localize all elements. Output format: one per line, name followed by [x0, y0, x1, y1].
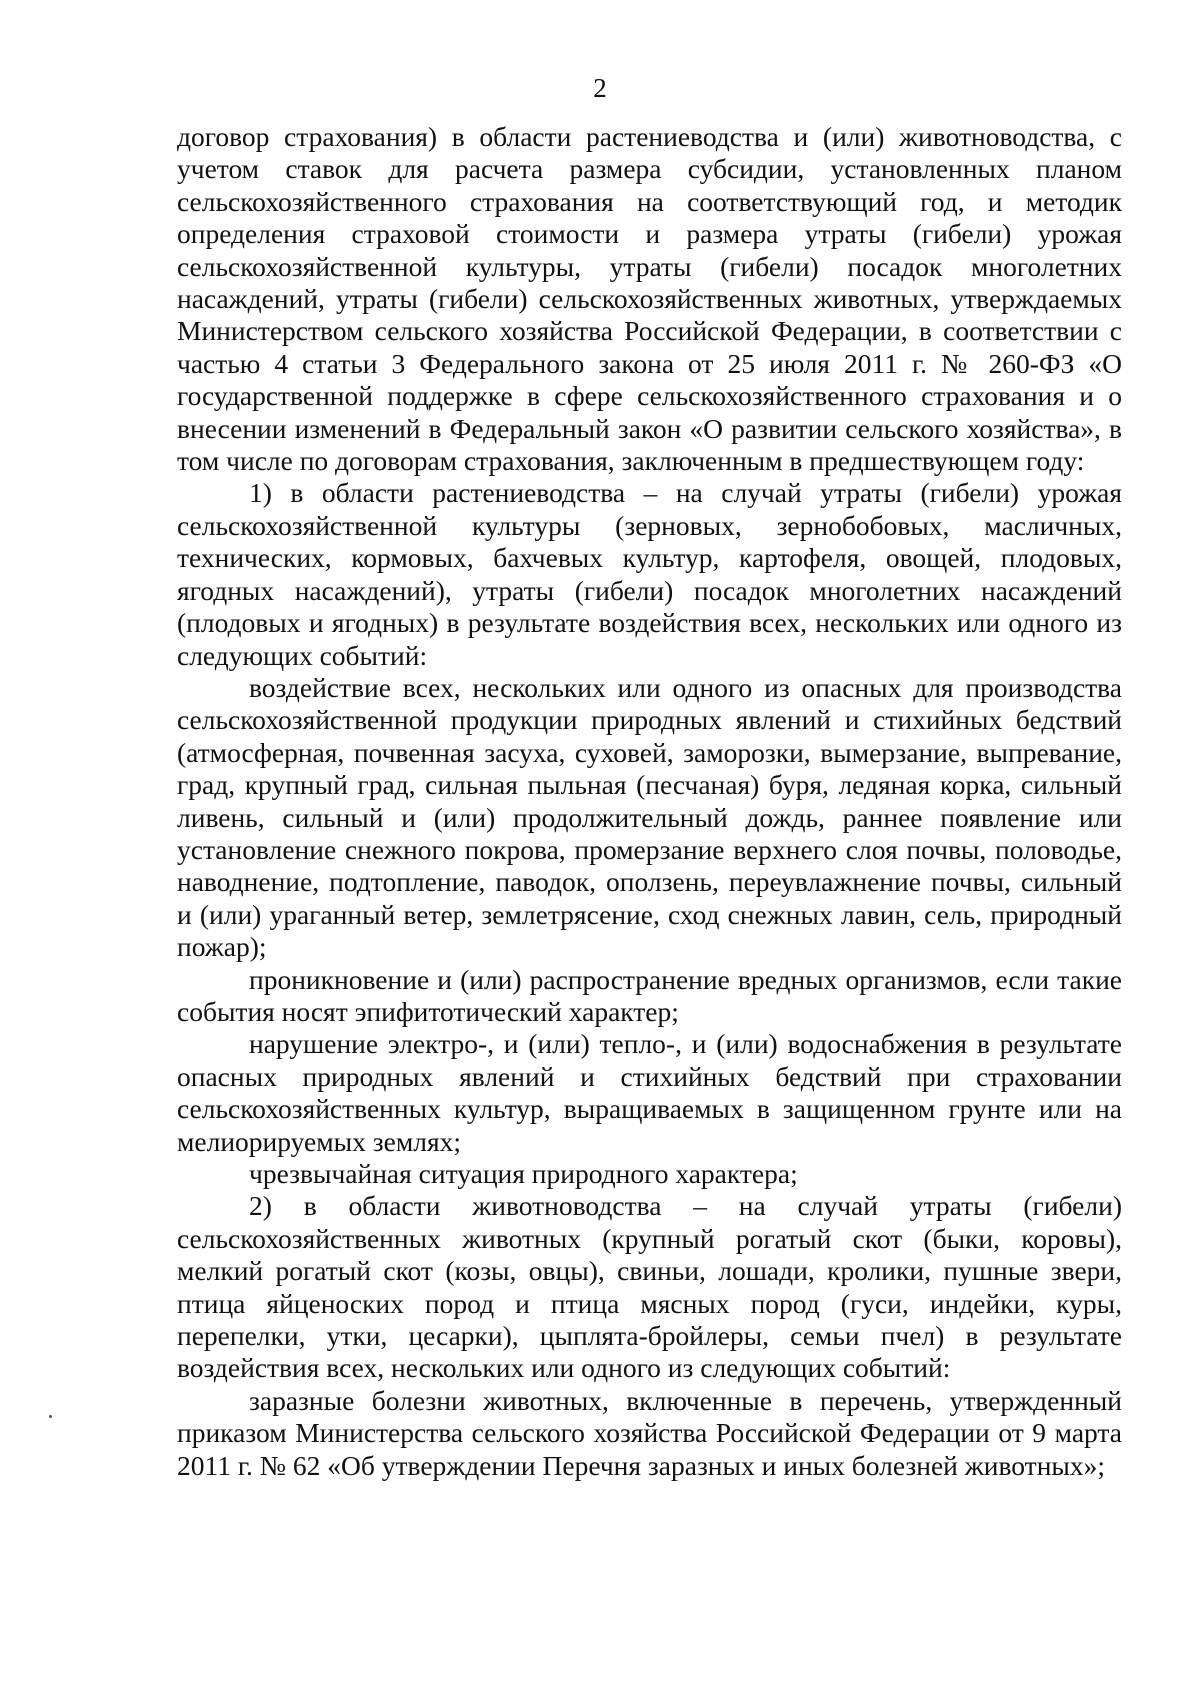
document-body [177, 121, 1122, 1482]
scan-speck [49, 1415, 52, 1418]
paragraph-animal-diseases: заразные болезни животных, включенные в перечень, утвержденный приказом Министерства сельского хозяйства Российской Федерации от 9 марта 2011 г. № 62 «Об утверждении Перечня заразных и иных болезней животных»; [177, 1384, 1122, 1481]
paragraph-insurance-contract: договор страхования) в области растениеводства и (или) животноводства, с учетом ставок для расчета размера субсидии, установленных планом сельскохозяйственного страхования на соответствующий год, и методик определения страховой стоимости и размера утраты (гибели) урожая сельскохозяйственной культуры, утраты (гибели) посадок многолетних насаждений, утраты (гибели) сельскохозяйственных животных, утверждаемых Министерством сельского хозяйства Российской Федерации, в соответствии с частью 4 статьи 3 Федерального закона от 25 июля 2011 г. № 260-ФЗ «О государственной поддержке в сфере сельскохозяйственного страхования и о внесении изменений в Федеральный закон «О развитии сельского хозяйства», в том числе по договорам страхования, заключенным в предшествующем году: [177, 121, 1122, 477]
page-number: 2 [593, 73, 607, 103]
paragraph-emergency: чрезвычайная ситуация природного характера; [249, 1158, 798, 1189]
paragraph-crop-production: 1) в области растениеводства – на случай утраты (гибели) урожая сельскохозяйственной культуры (зерновых, зернобобовых, масличных, технических, кормовых, бахчевых культур, картофеля, овощей, плодовых, ягодных насаждений), утраты (гибели) посадок многолетних насаждений (плодовых и ягодных) в результате воздействия всех, нескольких или одного из следующих событий: [177, 477, 1122, 671]
paragraph-harmful-organisms: проникновение и (или) распространение вредных организмов, если такие события носят эпифитотический характер; [177, 963, 1122, 1027]
paragraph-natural-hazards: воздействие всех, нескольких или одного из опасных для производства сельскохозяйственной продукции природных явлений и стихийных бедствий (атмосферная, почвенная засуха, суховей, заморозки, вымерзание, выпревание, град, крупный град, сильная пыльная (песчаная) буря, ледяная корка, сильный ливень, сильный и (или) продолжительный дождь, раннее появление или установление снежного покрова, промерзание верхнего слоя почвы, половодье, наводнение, подтопление, паводок, оползень, переувлажнение почвы, сильный и (или) ураганный ветер, землетрясение, сход снежных лавин, сель, природный пожар); [177, 671, 1122, 963]
paragraph-livestock: 2) в области животноводства – на случай утраты (гибели) сельскохозяйственных животных (крупный рогатый скот (быки, коровы), мелкий рогатый скот (козы, овцы), свиньи, лошади, кролики, пушные звери, птица яйценоских пород и птица мясных пород (гуси, индейки, куры, перепелки, утки, цесарки), цыплята-бройлеры, семьи пчел) в результате воздействия всех, нескольких или одного из следующих событий: [177, 1190, 1122, 1384]
paragraph-utility-disruption: нарушение электро-, и (или) тепло-, и (или) водоснабжения в результате опасных природных явлений и стихийных бедствий при страховании сельскохозяйственных культур, выращиваемых в защищенном грунте или на мелиорируемых землях; [177, 1028, 1122, 1157]
